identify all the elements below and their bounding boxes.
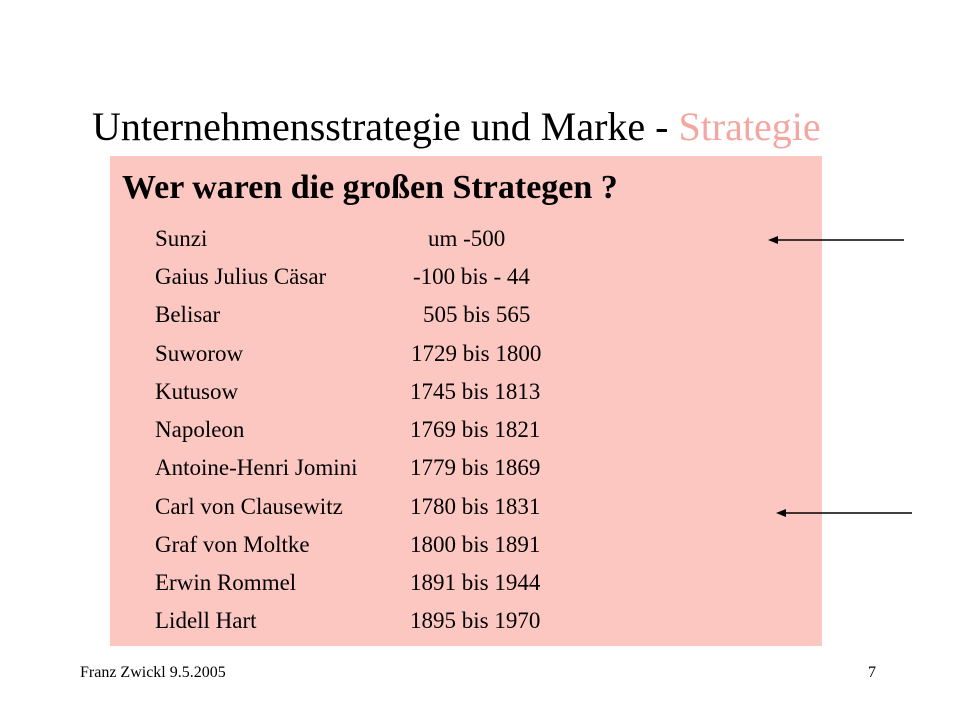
strategist-name: Napoleon <box>155 417 245 442</box>
content-heading: Wer waren die großen Strategen ? <box>122 169 618 206</box>
strategist-row <box>0 339 960 377</box>
page-number: 7 <box>868 664 876 681</box>
strategist-row <box>0 415 960 453</box>
strategist-years: 1895 bis 1970 <box>410 608 541 633</box>
strategist-years: 1745 bis 1813 <box>410 379 541 404</box>
slide-title-main: Unternehmensstrategie und Marke - <box>92 104 679 149</box>
strategist-row <box>0 530 960 568</box>
strategist-row <box>0 300 960 338</box>
strategist-row <box>0 453 960 491</box>
strategist-row <box>0 568 960 606</box>
strategist-name: Gaius Julius Cäsar <box>155 264 327 289</box>
strategist-years: 1729 bis 1800 <box>411 341 542 366</box>
strategist-years: -100 bis - 44 <box>413 264 530 289</box>
strategist-years: 1769 bis 1821 <box>410 417 541 442</box>
strategist-name: Graf von Moltke <box>155 532 310 557</box>
arrow-left-icon <box>774 505 916 521</box>
strategist-name: Suworow <box>155 341 244 366</box>
strategist-row <box>0 262 960 300</box>
strategist-name: Carl von Clausewitz <box>155 494 343 519</box>
strategist-name: Kutusow <box>155 379 239 404</box>
strategist-name: Erwin Rommel <box>155 570 297 595</box>
arrow-left-icon <box>766 232 908 248</box>
strategist-years: 1891 bis 1944 <box>410 570 541 595</box>
footer-author-date: Franz Zwickl 9.5.2005 <box>80 664 226 681</box>
strategist-years: 1779 bis 1869 <box>410 455 541 480</box>
strategist-row <box>0 377 960 415</box>
strategist-name: Belisar <box>155 302 221 327</box>
strategist-years: 1800 bis 1891 <box>410 532 541 557</box>
strategist-row <box>0 606 960 644</box>
strategist-name: Lidell Hart <box>155 608 257 633</box>
strategist-years: 505 bis 565 <box>423 302 531 327</box>
strategist-years: 1780 bis 1831 <box>410 494 541 519</box>
strategist-name: Antoine-Henri Jomini <box>155 455 358 480</box>
slide-title-accent: Strategie <box>678 104 821 149</box>
strategist-name: Sunzi <box>155 226 208 251</box>
strategist-years: um -500 <box>428 226 506 251</box>
slide-title <box>92 104 821 150</box>
